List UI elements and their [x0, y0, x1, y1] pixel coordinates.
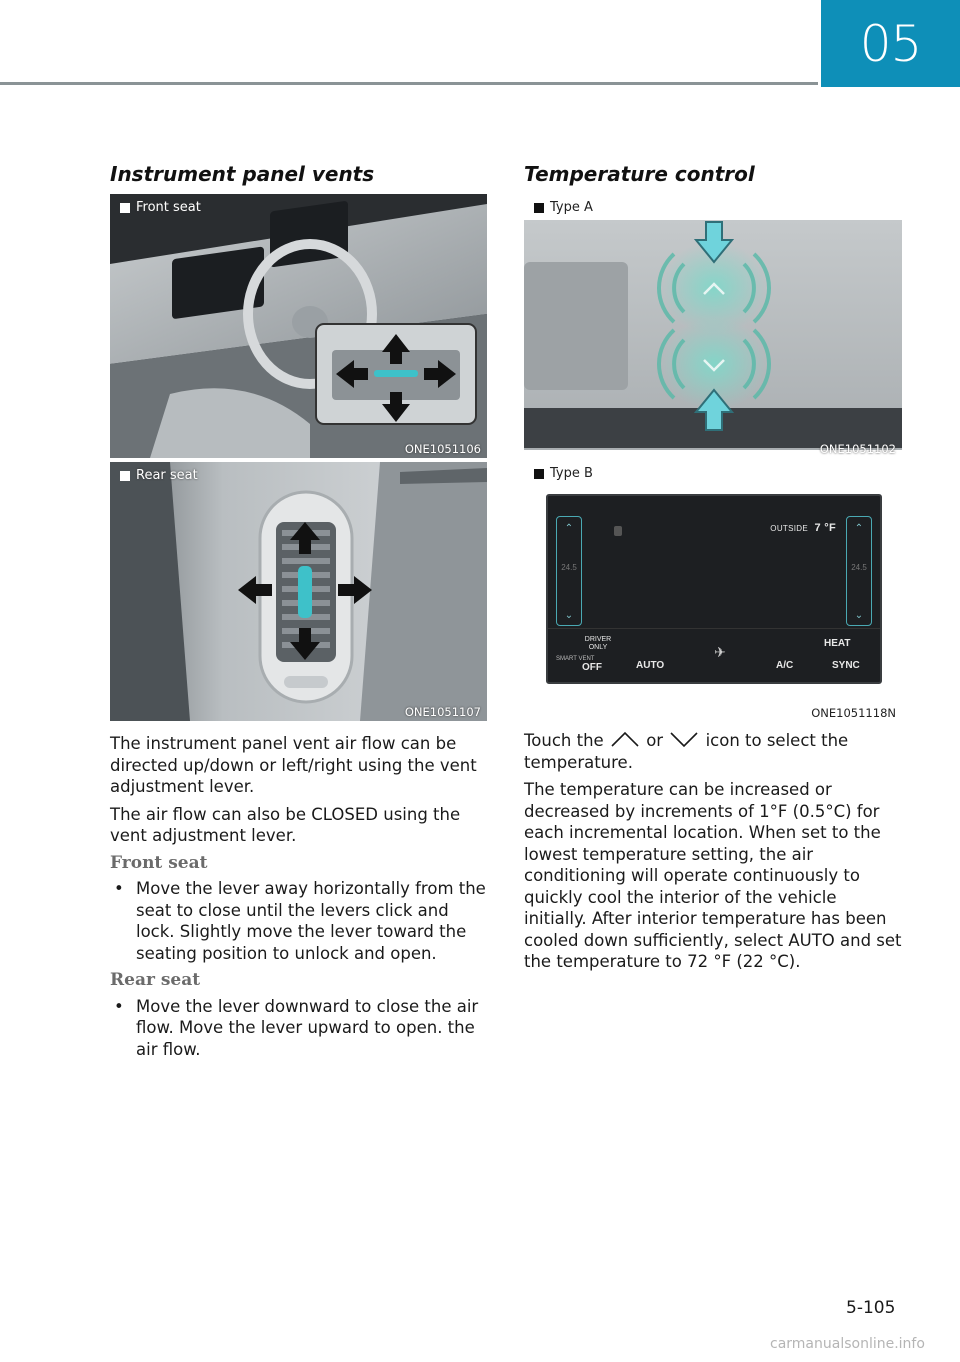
chevron-up-icon: ⌃ — [564, 523, 574, 534]
figure-front-seat — [110, 194, 487, 458]
figure-type-a — [524, 194, 902, 458]
square-bullet-icon — [534, 203, 544, 213]
auto-button[interactable]: AUTO — [636, 660, 665, 671]
section-heading-temperature: Temperature control — [524, 162, 755, 186]
vents-paragraph-2: The air flow can also be CLOSED using the vent adjustment lever. — [110, 804, 461, 845]
watermark: carmanualsonline.info — [770, 1336, 925, 1352]
sync-button[interactable]: SYNC — [832, 660, 860, 671]
touch-instruction: Touch the or icon to select the temperature. — [524, 731, 849, 772]
heat-button[interactable]: HEAT — [824, 638, 851, 649]
figure-type-a-code: ONE1051102 — [819, 442, 896, 456]
right-temp-slider[interactable] — [846, 516, 872, 626]
rear-seat-bullet: • Move the lever downward to close the air flow. Move the lever upward to open. the air flow. — [110, 996, 487, 1061]
chevron-up-icon: ⌃ — [854, 523, 864, 534]
figure-type-b-code: ONE1051118N — [811, 706, 896, 720]
figure-type-b-label: Type B — [534, 466, 593, 481]
front-seat-bullet: • Move the lever away horizontally from the seat to close until the levers click and lock. Slightly move the lever toward the seating position to unlock and open. — [110, 878, 487, 964]
left-temp-slider[interactable] — [556, 516, 582, 626]
chevron-up-icon — [609, 730, 641, 748]
temperature-paragraph-2: The temperature can be increased or decreased by increments of 1°F (0.5°C) for each incremental location. When set to the lowest temperature setting, the air conditioning will operate continuously to quickly cool the interior of the vehicle initially. After interior temperature has been cooled down sufficiently, select AUTO and set the temperature to 72 °F (22 °C). — [524, 780, 902, 971]
header-rule — [0, 82, 818, 85]
temperature-body — [524, 730, 902, 973]
outside-temp: OUTSIDE 7 °F — [770, 522, 836, 534]
square-bullet-icon — [120, 203, 130, 213]
square-bullet-icon — [534, 469, 544, 479]
section-heading-vents: Instrument panel vents — [110, 162, 375, 186]
driver-only-button[interactable]: DRIVER ONLY — [584, 636, 612, 651]
figure-type-b — [524, 460, 902, 722]
smart-vent-button[interactable]: SMART VENT OFF — [556, 656, 602, 673]
ac-button[interactable]: A/C — [776, 660, 794, 671]
front-seat-heading: Front seat — [110, 852, 208, 873]
figure-rear-label: Rear seat — [120, 468, 198, 483]
airflow-mode-icon[interactable]: ✈ — [714, 644, 726, 660]
climate-screen — [546, 494, 882, 684]
chapter-tab: 05 — [821, 0, 960, 87]
chevron-down-icon: ⌄ — [564, 610, 574, 621]
chevron-down-icon: ⌄ — [854, 610, 864, 621]
figure-type-a-label: Type A — [534, 200, 593, 215]
type-a-illustration — [524, 194, 902, 458]
figure-rear-code: ONE1051107 — [404, 705, 481, 719]
figure-front-code: ONE1051106 — [404, 442, 481, 456]
front-seat-illustration — [110, 194, 487, 458]
left-temp-value: 24.5 — [561, 563, 577, 572]
right-temp-value: 24.5 — [851, 563, 867, 572]
page-number: 5-105 — [846, 1298, 896, 1318]
right-column — [524, 158, 902, 979]
seat-icon — [614, 526, 622, 536]
vents-paragraph-1: The instrument panel vent air flow can be directed up/down or left/right using the vent adjustment lever. — [110, 734, 477, 796]
chevron-down-icon — [668, 730, 700, 748]
square-bullet-icon — [120, 471, 130, 481]
rear-seat-heading: Rear seat — [110, 970, 201, 990]
left-column — [110, 158, 487, 1066]
figure-rear-seat — [110, 462, 487, 721]
button-divider — [548, 628, 880, 629]
rear-seat-illustration — [110, 462, 487, 721]
figure-front-label: Front seat — [120, 200, 201, 215]
vents-body — [110, 733, 487, 1060]
